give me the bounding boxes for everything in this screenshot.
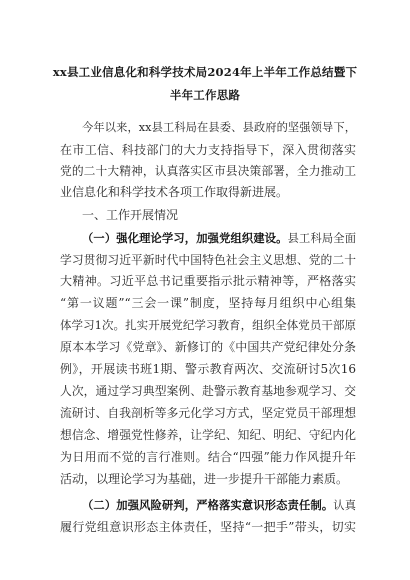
subsection-1-first-line bbox=[82, 230, 356, 247]
subsection-1-line: 人次，通过学习典型案例、赴警示教育基地参观学习、交 bbox=[60, 384, 356, 398]
subsection-2-first-line bbox=[82, 497, 356, 514]
subsection-1-line: 例》，开展读书班1期、警示教育两次、交流研讨5次16 bbox=[60, 362, 356, 376]
subsection-1-line: 原本本学习《党章》、新修订的《中国共产党纪律处分条 bbox=[60, 340, 356, 354]
intro-line-1: 今年以来，xx县工科局在县委、县政府的坚强领导下， bbox=[82, 121, 356, 134]
subsection-1-heading: （一）强化理论学习，加强党组织建设。 bbox=[82, 231, 288, 245]
subsection-1-line: “第一议题”“三会一课”制度，坚持每月组织中心组集 bbox=[60, 296, 356, 310]
subsection-1-line: 想信念、增强党性修养，让学纪、知纪、明纪、守纪内化 bbox=[60, 428, 356, 442]
intro-line-2: 在市工信、科技部门的大力支持指导下，深入贯彻落实 bbox=[60, 143, 356, 157]
subsection-1-line: 为日用而不觉的言行准则。结合“四强”能力作风提升年 bbox=[60, 450, 356, 464]
subsection-1-first-line-rest: 县工科局全面 bbox=[287, 232, 356, 245]
subsection-1-line: 流研讨、自我剖析等多元化学习方式，坚定党员干部理想 bbox=[60, 406, 356, 420]
subsection-1-line: 大精神。习近平总书记重要指示批示精神等，严格落实 bbox=[60, 274, 356, 288]
section-heading-work-progress: 一、工作开展情况 bbox=[82, 208, 179, 222]
subsection-1-line: 体学习1次。扎实开展党纪学习教育，组织全体党员干部原 bbox=[60, 318, 356, 332]
document-title-line-1: xx县工业信息化和科学技术局2024年上半年工作总结暨下 bbox=[52, 65, 358, 79]
intro-line-4: 业信息化和科学技术各项工作取得新进展。 bbox=[60, 185, 289, 199]
subsection-1-line: 学习贯彻习近平新时代中国特色社会主义思想、党的二十 bbox=[60, 253, 356, 267]
subsection-2-first-line-rest: 认真 bbox=[333, 499, 356, 512]
subsection-2-heading: （二）加强风险研判，严格落实意识形态责任制。 bbox=[82, 498, 334, 512]
document-title-line-2: 半年工作思路 bbox=[169, 88, 241, 102]
subsection-1-line: 活动，以理论学习为基础，进一步提升干部能力素质。 bbox=[60, 472, 349, 486]
intro-line-3: 党的二十大精神，认真落实区市县决策部署，全力推动工 bbox=[60, 164, 356, 178]
subsection-2-line: 履行党组意识形态主体责任，坚持“一把手”带头，切实 bbox=[60, 520, 356, 534]
